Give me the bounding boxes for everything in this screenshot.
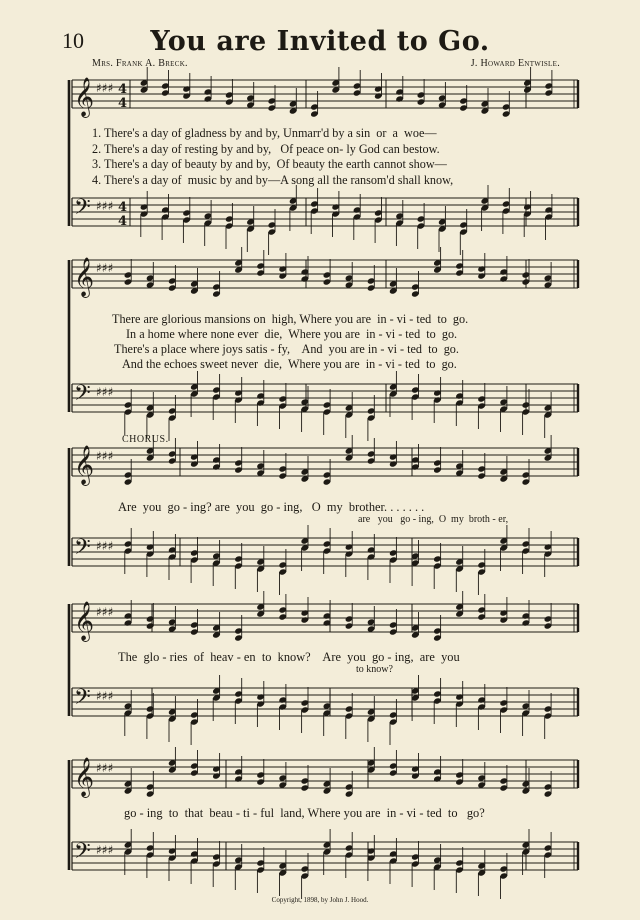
hymn-title: You are Invited to Go. [150,26,490,57]
refrain-line: There's a place where joys satis - fy, And you are in - vi - ted to go. [114,342,459,356]
verse-line: 4. There's a day of music by and by—A song all the ransom'd shall know, [92,172,454,187]
chorus-lyric: The glo - ries of heav - en to know? Are you go - ing, are you [118,650,460,664]
lyricist-credit: Mrs. Frank A. Breck. [92,58,188,69]
key-signature-icon: ♯♯♯ [96,605,114,619]
chorus-lyric: go - ing to that beau - ti - ful land, Where you are in - vi - ted to go? [124,806,485,820]
verse-line: 1. There's a day of gladness by and by, Unmarr'd by a sin or a woe— [92,126,437,140]
key-signature-icon: ♯♯♯ [96,261,114,275]
chorus-echo-lyric: are you go - ing, O my broth - er, [358,514,509,525]
refrain-line: There are glorious mansions on high, Where you are in - vi - ted to go. [112,312,469,326]
chorus-echo-lyric: to know? [356,664,393,675]
treble-clef-icon: 𝄞 [74,445,95,485]
time-signature-bottom: 4 [118,214,128,229]
bass-clef-icon: 𝄢 [74,839,91,869]
treble-clef-icon: 𝄞 [74,757,95,797]
copyright-notice: Copyright, 1898, by John J. Hood. [271,896,369,904]
verse-line: 3. There's a day of beauty by and by, Of beauty the earth cannot show— [92,157,447,171]
key-signature-icon: ♯♯♯ [96,449,114,463]
verse-line: 2. There's a day of resting by and by, Of peace on- ly God can bestow. [92,141,440,156]
chorus-lyric: Are you go - ing? are you go - ing, O my brother. . . . . . . [118,500,425,514]
treble-clef-icon: 𝄞 [74,601,95,641]
refrain-line: And the echoes sweet never die, Where you are in - vi - ted to go. [122,357,457,371]
time-signature-top: 4 [118,200,128,215]
time-signature-top: 4 [118,82,128,97]
key-signature-icon: ♯♯♯ [96,199,114,213]
key-signature-icon: ♯♯♯ [96,539,114,553]
verse-text [92,126,453,188]
refrain-text [112,312,468,372]
treble-clef-icon: 𝄞 [74,77,95,117]
key-signature-icon: ♯♯♯ [96,81,114,95]
bass-clef-icon: 𝄢 [74,535,91,565]
refrain-line: In a home where none ever die, Where you are in - vi - ted to go. [126,327,458,341]
key-signature-icon: ♯♯♯ [96,843,114,857]
time-signature-bottom: 4 [118,96,128,111]
key-signature-icon: ♯♯♯ [96,689,114,703]
key-signature-icon: ♯♯♯ [96,761,114,775]
composer-credit: J. Howard Entwisle. [470,58,560,69]
chorus-label: CHORUS. [122,434,169,445]
page-number: 10 [62,28,84,53]
key-signature-icon: ♯♯♯ [96,385,114,399]
bass-clef-icon: 𝄢 [74,195,91,225]
bass-clef-icon: 𝄢 [74,381,91,411]
bass-clef-icon: 𝄢 [74,685,91,715]
treble-clef-icon: 𝄞 [74,257,95,297]
